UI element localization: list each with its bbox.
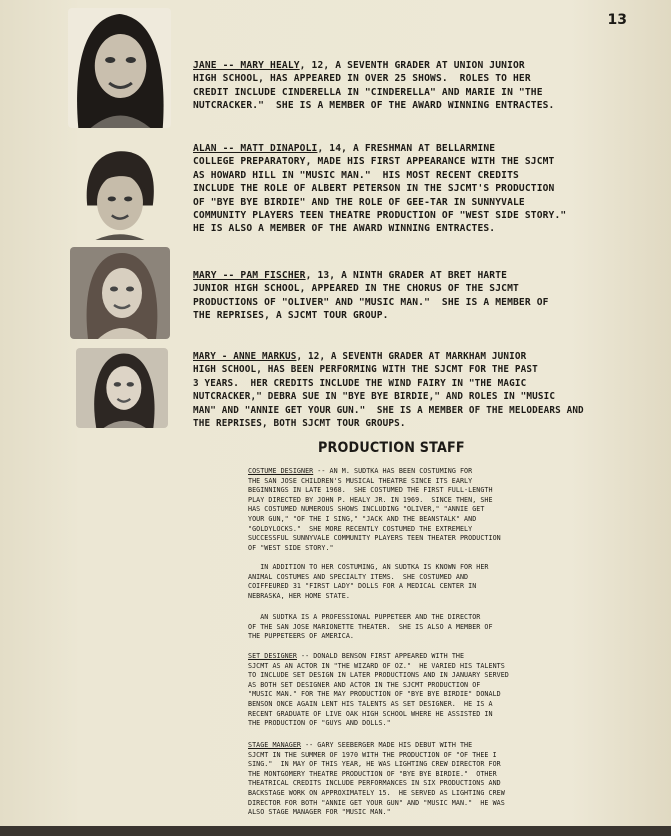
cast-photo-mary-fischer [70, 247, 170, 339]
cast-bio-alan: ALAN -- MATT DINAPOLI, 14, A FRESHMAN AT BELLARMINE COLLEGE PREPARATORY, MADE HIS FIRST APPEARANCE WITH THE SJCMT AS HOWARD HILL IN "MUSIC MAN." HIS MOST RECENT CREDITS INCLUDE THE ROLE OF ALBERT PETERSON IN THE SJCMT'S PRODUCTION OF "BYE BYE BIRDIE" AND THE ROLE OF GEE-TAR IN SUNNYVALE COMMUNITY PLAYERS TEEN THEATRE PRODUCTION OF "WEST SIDE STORY." HE IS ALSO A MEMBER OF THE AWARD WINNING ENTRACTES. [193, 143, 567, 235]
cast-bio-name: MARY - ANNE MARKUS [193, 351, 297, 362]
staff-set-designer: SET DESIGNER -- DONALD BENSON FIRST APPEARED WITH THE SJCMT AS AN ACTOR IN "THE WIZARD OF OZ." HE VARIED HIS TALENTS TO INCLUDE SET DESIGN IN LATER PRODUCTIONS AND IN JANUARY SERVED AS BOTH SET DESIGNER AND ACTOR IN THE SJCMT PRODUCTION OF "MUSIC MAN." FOR THE MAY PRODUCTION OF "BYE BYE BIRDIE" DONALD BENSON ONCE AGAIN LENT HIS TALENTS AS SET DESIGNER. HE IS A RECENT GRADUATE OF LIVE OAK HIGH SCHOOL WHERE HE ASSISTED IN THE PRODUCTION OF "GUYS AND DOLLS." [248, 652, 509, 728]
cast-bio-mary-markus: MARY - ANNE MARKUS, 12, A SEVENTH GRADER AT MARKHAM JUNIOR HIGH SCHOOL, HAS BEEN PERFORMING WITH THE SJCMT FOR THE PAST 3 YEARS. HER CREDITS INCLUDE THE WIND FAIRY IN "THE MAGIC NUTCRACKER," DEBRA SUE IN "BYE BYE BIRDIE," AND ROLES IN "MUSIC MAN" AND "ANNIE GET YOUR GUN." SHE IS A MEMBER OF THE MELODEARS AND THE REPRISES, BOTH SJCMT TOUR GROUPS. [193, 351, 584, 430]
cast-bio-jane: JANE -- MARY HEALY, 12, A SEVENTH GRADER AT UNION JUNIOR HIGH SCHOOL, HAS APPEARED IN OVER 25 SHOWS. ROLES TO HER CREDIT INCLUDE CINDERELLA IN "CINDERELLA" AND MARIE IN "THE NUTCRACKER." SHE IS A MEMBER OF THE AWARD WINNING ENTRACTES. [193, 60, 555, 112]
staff-costume-designer: COSTUME DESIGNER -- AN M. SUDTKA HAS BEEN COSTUMING FOR THE SAN JOSE CHILDREN'S MUSICAL THEATRE SINCE ITS EARLY BEGINNINGS IN LATE 1968. SHE COSTUMED THE FIRST FULL-LENGTH PLAY DIRECTED BY JOHN P. HEALY JR. IN 1969. SINCE THEN, SHE HAS COSTUMED NUMEROUS SHOWS INCLUDING "OLIVER," "ANNIE GET YOUR GUN," "OF THE I SING," "JACK AND THE BEANSTALK" AND "GOLDYLOCKS." SHE MORE RECENTLY COSTUMED THE EXTREMELY SUCCESSFUL SUNNYVALE COMMUNITY PLAYERS TEEN THEATER PRODUCTION OF "WEST SIDE STORY." [248, 467, 501, 552]
section-heading: PRODUCTION STAFF [318, 440, 465, 456]
cast-photo-jane [68, 8, 171, 128]
page-bottom-edge [0, 826, 671, 836]
staff-role-label: COSTUME DESIGNER [248, 467, 314, 475]
cast-bio-mary-fischer: MARY -- PAM FISCHER, 13, A NINTH GRADER AT BRET HARTE JUNIOR HIGH SCHOOL, APPEARED IN THE CHORUS OF THE SJCMT PRODUCTIONS OF "OLIVER" AND "MUSIC MAN." SHE IS A MEMBER OF THE REPRISES, A SJCMT TOUR GROUP. [193, 270, 549, 322]
cast-photo-alan [79, 148, 161, 240]
staff-costume-para3: AN SUDTKA IS A PROFESSIONAL PUPPETEER AND THE DIRECTOR OF THE SAN JOSE MARIONETTE THEATER. SHE IS ALSO A MEMBER OF THE PUPPETEERS OF AMERICA. [248, 613, 493, 641]
staff-role-label: SET DESIGNER [248, 652, 297, 660]
staff-role-label: STAGE MANAGER [248, 741, 301, 749]
cast-photo-mary-markus [76, 348, 168, 428]
staff-stage-manager: STAGE MANAGER -- GARY SEEBERGER MADE HIS DEBUT WITH THE SJCMT IN THE SUMMER OF 1970 WITH THE PRODUCTION OF "OF THEE I SING." IN MAY OF THIS YEAR, HE WAS LIGHTING CREW DIRECTOR FOR THE MONTGOMERY THEATRE PRODUCTION OF "BYE BYE BIRDIE." OTHER THEATRICAL CREDITS INCLUDE PERFORMANCES IN SIX PRODUCTIONS AND BACKSTAGE WORK ON APPROXIMATELY 15. HE SERVED AS LIGHTING CREW DIRECTOR FOR BOTH "ANNIE GET YOUR GUN" AND "MUSIC MAN." HE WAS ALSO STAGE MANAGER FOR "MUSIC MAN." [248, 741, 505, 817]
cast-bio-name: JANE -- MARY HEALY [193, 60, 300, 71]
cast-bio-name: ALAN -- MATT DINAPOLI [193, 143, 318, 154]
staff-costume-para2: IN ADDITION TO HER COSTUMING, AN SUDTKA IS KNOWN FOR HER ANIMAL COSTUMES AND SPECIALTY ITEMS. SHE COSTUMED AND COIFFEURED 31 "FIRST LADY" DOLLS FOR A MEDICAL CENTER IN NEBRASKA, HER HOME STATE. [248, 563, 489, 600]
page-number: 13 [607, 12, 627, 28]
cast-bio-name: MARY -- PAM FISCHER [193, 270, 306, 281]
